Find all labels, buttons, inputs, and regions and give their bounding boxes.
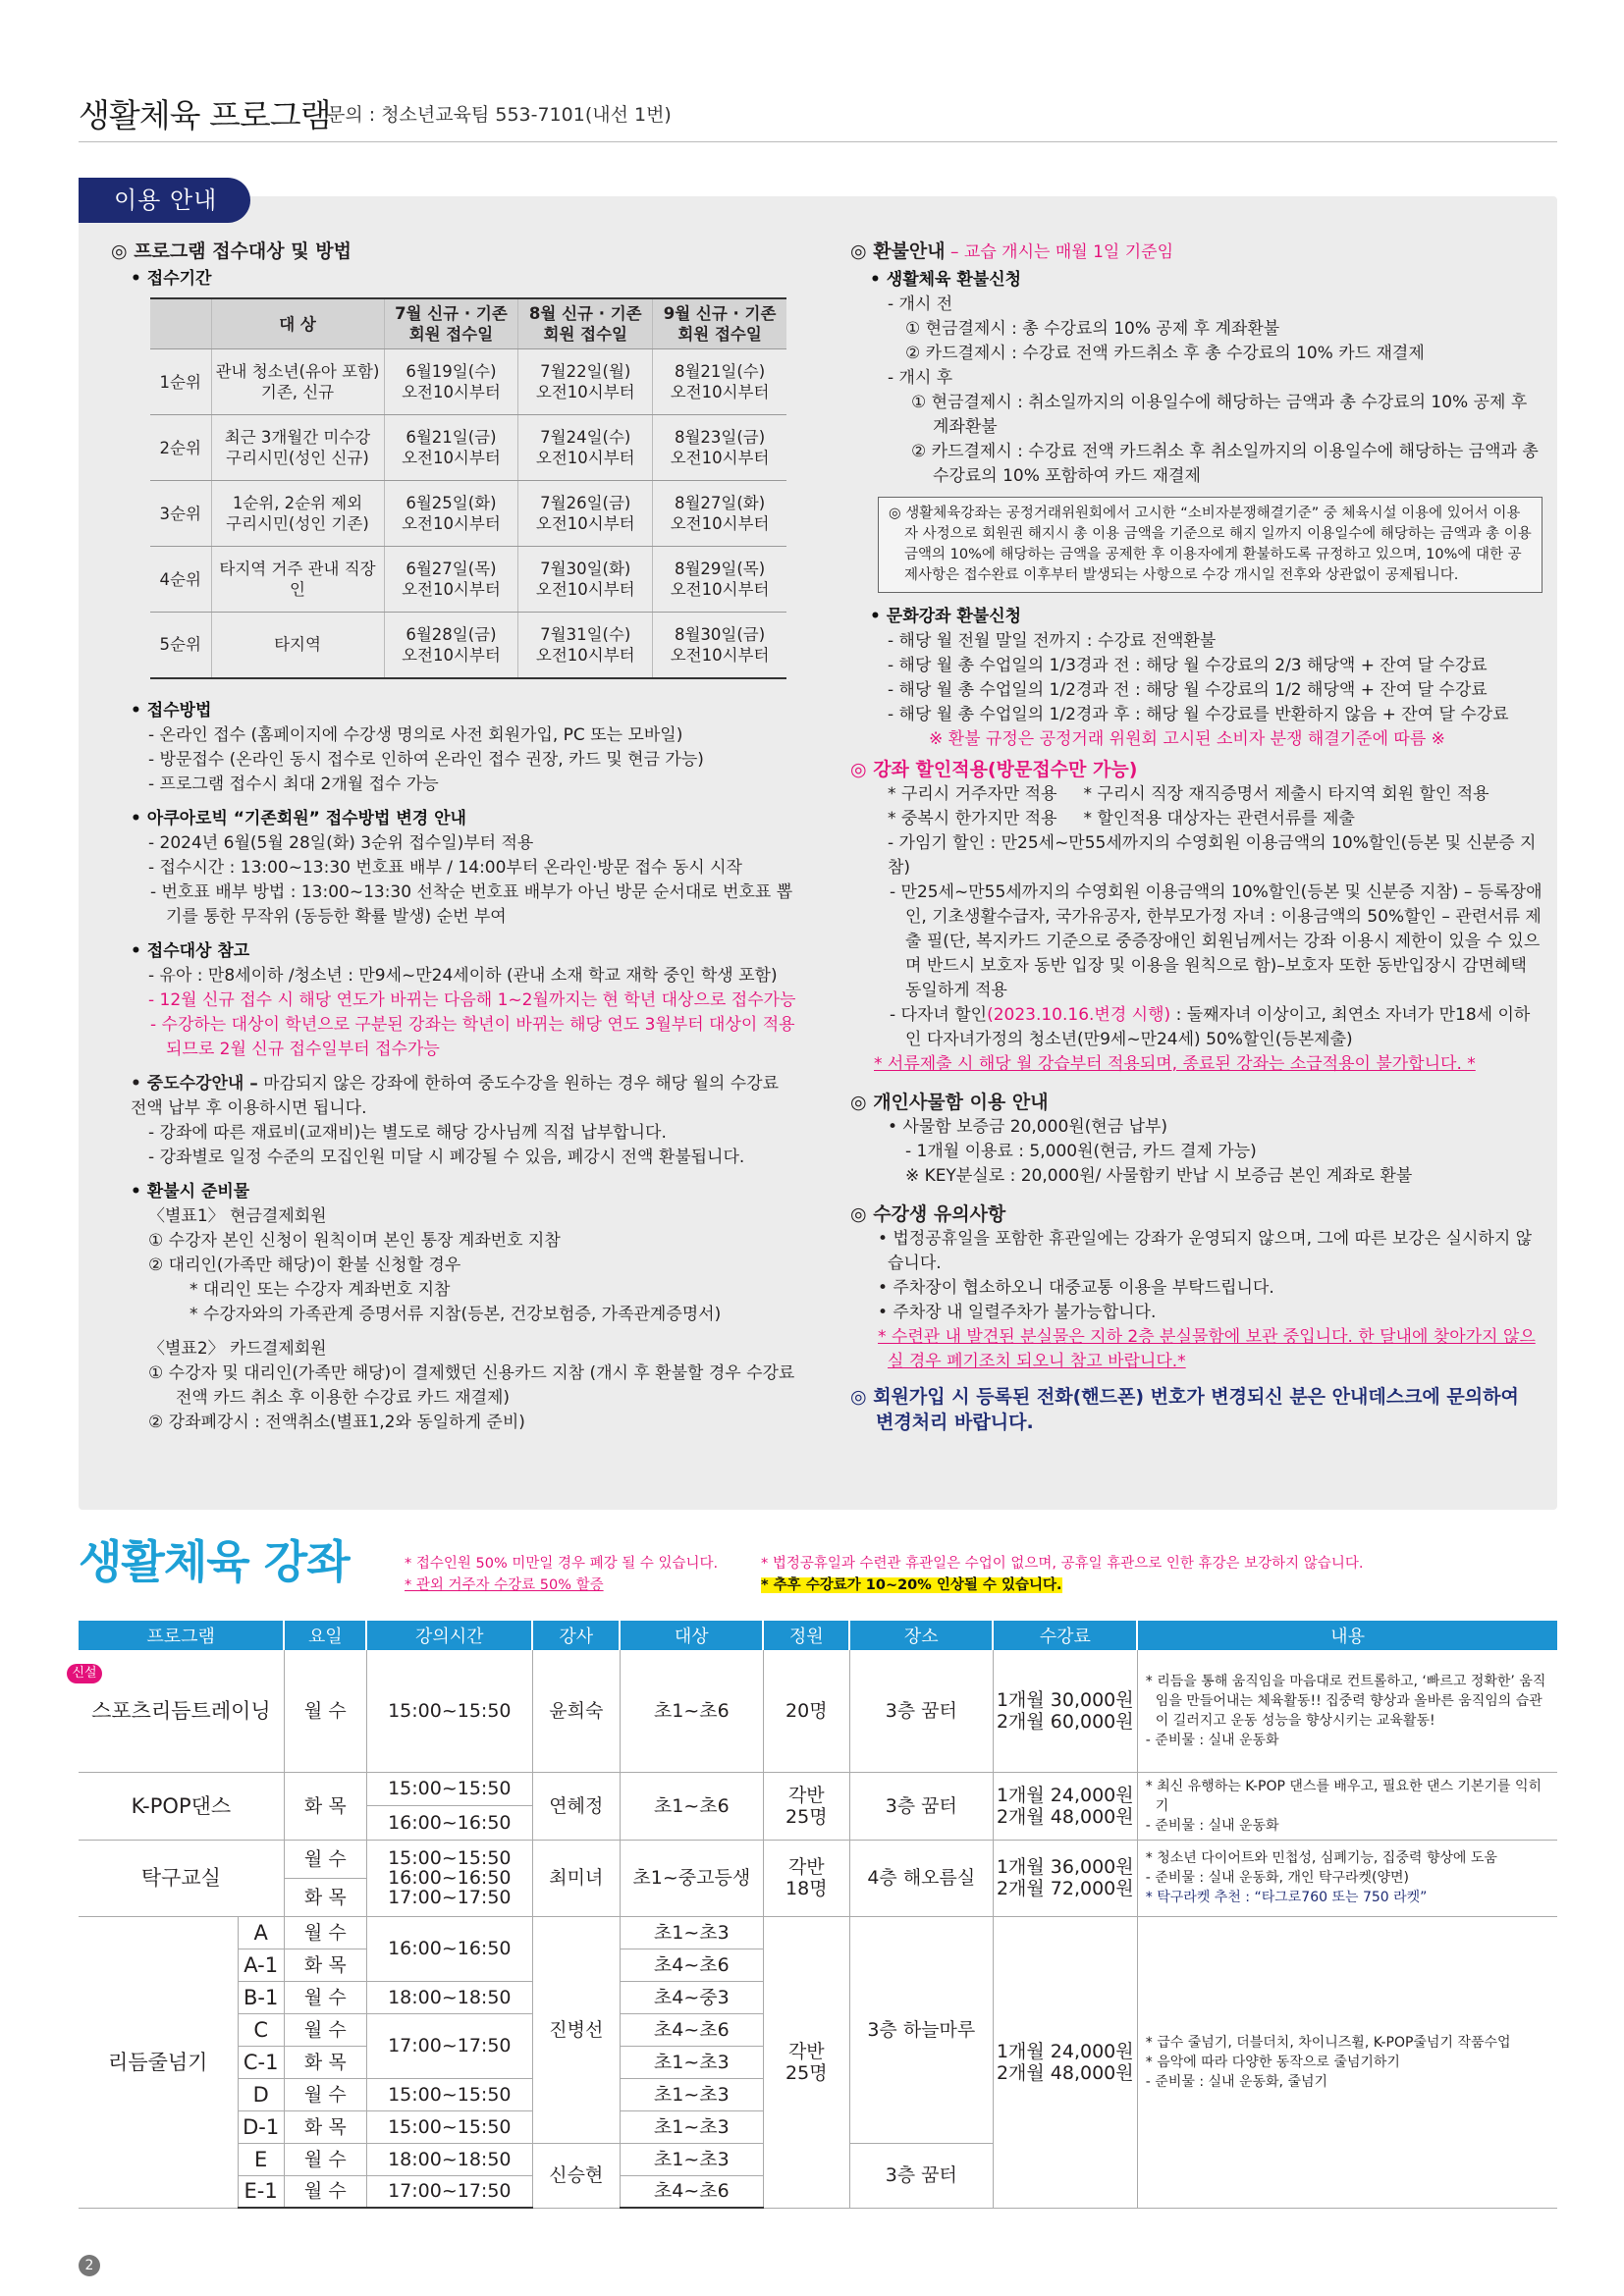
schedule-row xyxy=(150,349,786,415)
refund-rule: - 개시 전 xyxy=(888,294,953,314)
multi-child-text: : 둘째자녀 이상이고, 최연소 자녀가 만18세 이하인 다자녀가정의 청소년(만9세~만24세) 50%할인(등본제출) xyxy=(905,1005,1531,1049)
desc-line: * 최신 유행하는 K-POP 댄스를 배우고, 필요한 댄스 기본기를 익히기 xyxy=(1145,1778,1543,1814)
discount-heading: ◎ 강좌 할인적용(방문접수만 가능) xyxy=(850,759,1138,780)
col-header: 내용 xyxy=(1137,1621,1557,1650)
aqua-item: - 접수시간 : 13:00~13:30 번호표 배부 / 14:00부터 온라인·방문 접수 동시 시작 xyxy=(148,857,742,878)
schedule-header xyxy=(150,298,211,349)
class-code: E-1 xyxy=(238,2175,284,2208)
schedule-row xyxy=(150,613,786,678)
enroll-date: 7월24일(수) 오전10시부터 xyxy=(518,415,653,481)
program-time: 15:00~15:50 16:00~16:50 17:00~17:50 xyxy=(366,1840,532,1916)
program-target: 초1~초3 xyxy=(620,2110,763,2143)
desc-line: - 준비물 : 실내 운동화, 줄넘기 xyxy=(1145,2073,1328,2090)
program-target: 초4~초6 xyxy=(620,1949,763,1981)
program-time: 18:00~18:50 xyxy=(366,1981,532,2013)
consumer-dispute-notice: ◎ 생활체육강좌는 공정거래위원회에서 고시한 “소비자분쟁해결기준” 중 체육시설 이용에 있어서 이용자 사정으로 회원권 해지시 총 이용 금액을 기준으로 해지 일까지 이용일수에 해당하는 금액과 총 이용금액의 10%에 해당하는 금액을 공제한 후 이용자에게 환불하도록 규정하고 있으며, 10%에 대한 공제사항은 접수완료 이후부터 발생되는 사항으로 수강 개시일 전후와 상관없이 공제됩니다. xyxy=(878,497,1543,593)
desc-line: - 준비물 : 실내 운동화 xyxy=(1145,1817,1279,1834)
program-target: 초1~초3 xyxy=(620,2078,763,2110)
program-target: 초4~중3 xyxy=(620,1981,763,2013)
program-teacher: 윤희숙 xyxy=(532,1650,620,1772)
header-line: 9월 신규 · 기존 xyxy=(663,304,777,323)
program-fee: 1개월 24,000원 2개월 48,000원 xyxy=(993,1916,1137,2208)
class-code: E xyxy=(238,2143,284,2175)
multi-child-label: - 다자녀 할인 xyxy=(890,1005,988,1025)
schedule-header xyxy=(518,298,653,349)
desc-line: * 급수 줄넘기, 더블더치, 차이니즈휠, K-POP줄넘기 작품수업 xyxy=(1145,2034,1511,2051)
refund-item: * 수강자와의 가족관계 증명서류 지참(등본, 건강보험증, 가족관계증명서) xyxy=(189,1304,722,1324)
discount-note: * 서류제출 시 해당 월 강습부터 적용되며, 종료된 강좌는 소급적용이 불가합니다. * xyxy=(874,1054,1476,1074)
method-item: - 방문접수 (온라인 동시 접수로 인하여 온라인 접수 권장, 카드 및 현금 가능) xyxy=(148,749,704,770)
refund-item: ② 강좌폐강시 : 전액취소(별표1,2와 동일하게 준비) xyxy=(148,1412,525,1432)
class-code: C-1 xyxy=(238,2046,284,2078)
refund-item: 〈별표2〉 카드결제회원 xyxy=(148,1338,327,1359)
refund-rule: ② 카드결제시 : 수강료 전액 카드취소 후 취소일까지의 이용일수에 해당하는 금액과 총 수강료의 10% 포함하여 카드 재결제 xyxy=(911,442,1539,486)
guide-right-column xyxy=(850,236,1543,1435)
bullet-heading: • 중도수강안내 – xyxy=(131,1073,258,1094)
program-target: 초1~초3 xyxy=(620,1916,763,1949)
program-fee: 1개월 30,000원 2개월 60,000원 xyxy=(993,1650,1137,1772)
enroll-date: 6월19일(수) 오전10시부터 xyxy=(384,349,518,415)
program-teacher: 진병선 xyxy=(532,1916,620,2143)
caution-item: • 주차장이 협소하오니 대중교통 이용을 부탁드립니다. xyxy=(878,1278,1274,1298)
schedule-body xyxy=(150,349,786,678)
enroll-date: 8월23일(금) 오전10시부터 xyxy=(653,415,786,481)
mid-enroll-paragraph xyxy=(111,1072,798,1121)
mid-item: - 강좌별로 일정 수준의 모집인원 미달 시 폐강될 수 있음, 폐강시 전액 환불됩니다. xyxy=(148,1147,745,1167)
target-item-highlight: - 12월 신규 접수 시 해당 연도가 바뀌는 다음해 1~2월까지는 현 학년 대상으로 접수가능 xyxy=(148,989,796,1010)
class-code: A-1 xyxy=(238,1949,284,1981)
program-place: 3층 하늘마루 xyxy=(849,1916,993,2143)
desc-line: - 준비물 : 실내 운동화 xyxy=(1145,1732,1279,1748)
locker-item: - 1개월 이용료 : 5,000원(현금, 카드 결제 가능) xyxy=(905,1142,1257,1161)
schedule-table xyxy=(150,297,786,679)
program-target: 초1~초3 xyxy=(620,2143,763,2175)
program-day: 월 수 xyxy=(284,1916,366,1949)
bullet-heading: • 문화강좌 환불신청 xyxy=(870,607,1022,626)
class-code: B-1 xyxy=(238,1981,284,2013)
refund-item: ① 수강자 본인 신청이 원칙이며 본인 통장 계좌번호 지참 xyxy=(148,1230,561,1251)
col-header: 요일 xyxy=(284,1621,366,1650)
target-group: 1순위, 2순위 제외 구리시민(성인 기존) xyxy=(211,481,384,547)
rope-row xyxy=(79,1916,1557,1949)
program-day: 화 목 xyxy=(284,2046,366,2078)
program-day: 화 목 xyxy=(284,2110,366,2143)
mid-item: - 강좌에 따른 재료비(교재비)는 별도로 해당 강사님께 직접 납부합니다. xyxy=(148,1122,667,1143)
header-line: 8월 신규 · 기존 xyxy=(528,304,642,323)
program-note: * 관외 거주자 수강료 50% 할증 xyxy=(405,1577,604,1593)
program-day: 월 수 xyxy=(284,1981,366,2013)
discount-item: - 만25세~만55세까지의 수영회원 이용금액의 10%할인(등본 및 신분증 지참) – 등록장애인, 기초생활수급자, 국가유공자, 한부모가정 자녀 : 이용금액의 50%할인 – 관련서류 제출 필(단, 복지카드 기준으로 중증장애인 회원님께서는 강좌 이용시 제한이 있을 수 있으며 반드시 보호자 동반 입장 및 이용을 원칙으로 함)–보호자 또한 동반입장시 감면혜택 동일하게 적용 xyxy=(890,882,1543,1000)
priority-label: 4순위 xyxy=(150,547,211,613)
program-day: 월 수 xyxy=(284,2013,366,2046)
enroll-date: 7월26일(금) 오전10시부터 xyxy=(518,481,653,547)
mid-enroll-text: 마감되지 않은 강좌에 한하여 중도수강을 원하는 경우 해당 월의 수강료 전액 납부 후 이용하시면 됩니다. xyxy=(131,1073,780,1118)
refund-rule: ② 카드결제시 : 수강료 전액 카드취소 후 총 수강료의 10% 카드 재결제 xyxy=(905,344,1425,363)
discount-item: * 구리시 거주자만 적용 * 구리시 직장 재직증명서 제출시 타지역 회원 할인 적용 xyxy=(888,784,1489,804)
programs-notes-left xyxy=(405,1553,718,1596)
program-capacity: 각반 25명 xyxy=(763,1916,849,2208)
program-desc xyxy=(1137,1916,1557,2208)
program-day: 월 수 xyxy=(284,2078,366,2110)
refund-item: 〈별표1〉 현금결제회원 xyxy=(148,1205,327,1226)
enroll-date: 6월21일(금) 오전10시부터 xyxy=(384,415,518,481)
discount-item: * 중복시 한가지만 적용 * 할인적용 대상자는 관련서류를 제출 xyxy=(888,809,1355,828)
section-heading xyxy=(850,240,1543,265)
program-time: 18:00~18:50 xyxy=(366,2143,532,2175)
program-target: 초1~초6 xyxy=(620,1772,763,1840)
final-notice: ◎ 회원가입 시 등록된 전화(핸드폰) 번호가 변경되신 분은 안내데스크에 문의하여 변경처리 바랍니다. xyxy=(850,1386,1519,1433)
enroll-date: 8월30일(금) 오전10시부터 xyxy=(653,613,786,678)
guide-tab: 이용 안내 xyxy=(79,178,250,223)
refund-title-note: – 교습 개시는 매월 1일 기준임 xyxy=(945,242,1174,262)
program-target: 초4~초6 xyxy=(620,2013,763,2046)
schedule-row xyxy=(150,415,786,481)
schedule-row xyxy=(150,481,786,547)
enroll-date: 8월21일(수) 오전10시부터 xyxy=(653,349,786,415)
multi-child-date: (2023.10.16.변경 시행) xyxy=(987,1005,1171,1025)
refund-item: ① 수강자 및 대리인(가족만 해당)이 결제했던 신용카드 지참 (개시 후 환불할 경우 수강료 전액 카드 취소 후 이용한 수강료 카드 재결제) xyxy=(148,1362,795,1408)
enroll-date: 6월27일(목) 오전10시부터 xyxy=(384,547,518,613)
enroll-date: 7월22일(월) 오전10시부터 xyxy=(518,349,653,415)
culture-rule: - 해당 월 총 수업일의 1/2경과 후 : 해당 월 수강료를 반환하지 않음 + 잔여 달 수강료 xyxy=(888,705,1509,724)
caution-item: • 법정공휴일을 포함한 휴관일에는 강좌가 운영되지 않으며, 그에 따른 보강은 실시하지 않습니다. xyxy=(878,1229,1533,1273)
target-group: 타지역 거주 관내 직장인 xyxy=(211,547,384,613)
bullet-heading: • 아쿠아로빅 “기존회원” 접수방법 변경 안내 xyxy=(131,808,466,828)
caution-heading: ◎ 수강생 유의사항 xyxy=(850,1203,1006,1225)
header-line: 회원 접수일 xyxy=(543,325,627,344)
program-time: 15:00~15:50 xyxy=(366,1772,532,1806)
program-fee: 1개월 36,000원 2개월 72,000원 xyxy=(993,1840,1137,1916)
program-time: 17:00~17:50 xyxy=(366,2013,532,2078)
bullet-heading: • 생활체육 환불신청 xyxy=(870,270,1022,290)
program-target: 초1~초3 xyxy=(620,2046,763,2078)
enroll-date: 7월30일(화) 오전10시부터 xyxy=(518,547,653,613)
program-place: 4층 해오름실 xyxy=(849,1840,993,1916)
refund-rule: - 개시 후 xyxy=(888,368,953,388)
enroll-date: 8월27일(화) 오전10시부터 xyxy=(653,481,786,547)
locker-item: ※ KEY분실로 : 20,000원/ 사물함키 반납 시 보증금 본인 계좌로 환불 xyxy=(905,1166,1413,1186)
schedule-header xyxy=(384,298,518,349)
program-time: 16:00~16:50 xyxy=(366,1806,532,1841)
desc-line: * 음악에 따라 다양한 동작으로 줄넘기하기 xyxy=(1145,2054,1400,2070)
schedule-header xyxy=(653,298,786,349)
schedule-header-row xyxy=(150,298,786,349)
program-day: 화 목 xyxy=(284,1949,366,1981)
culture-rule: - 해당 월 전월 말일 전까지 : 수강료 전액환불 xyxy=(888,631,1217,651)
program-time: 15:00~15:50 xyxy=(366,2078,532,2110)
discount-item: - 가임기 할인 : 만25세~만55세까지의 수영회원 이용금액의 10%할인(등본 및 신분증 지참) xyxy=(888,833,1537,878)
schedule-row xyxy=(150,547,786,613)
culture-rule: - 해당 월 총 수업일의 1/2경과 전 : 해당 월 수강료의 1/2 해당액 + 잔여 달 수강료 xyxy=(888,680,1488,700)
programs-header-row xyxy=(79,1621,1557,1650)
aqua-item: - 2024년 6월(5월 28일(화) 3순위 접수일)부터 적용 xyxy=(148,832,534,853)
target-group: 관내 청소년(유아 포함) 기존, 신규 xyxy=(211,349,384,415)
program-row xyxy=(79,1650,1557,1772)
locker-item: • 사물함 보증금 20,000원(현금 납부) xyxy=(888,1117,1168,1137)
program-row xyxy=(79,1840,1557,1878)
guide-left-column xyxy=(111,236,798,1435)
program-time: 15:00~15:50 xyxy=(366,2110,532,2143)
bullet-heading: • 접수기간 xyxy=(131,269,212,289)
program-day: 월 수 xyxy=(284,1840,366,1878)
program-capacity: 각반 25명 xyxy=(763,1772,849,1840)
section-heading: ◎ 프로그램 접수대상 및 방법 xyxy=(111,240,352,262)
col-header: 수강료 xyxy=(993,1621,1137,1650)
refund-item: ② 대리인(가족만 해당)이 환불 신청할 경우 xyxy=(148,1255,461,1275)
program-desc xyxy=(1137,1772,1557,1840)
refund-rule: ① 현금결제시 : 취소일까지의 이용일수에 해당하는 금액과 총 수강료의 10% 공제 후 계좌환불 xyxy=(911,393,1528,437)
program-capacity: 20명 xyxy=(763,1650,849,1772)
program-time: 15:00~15:50 xyxy=(366,1650,532,1772)
page-number: 2 xyxy=(79,2255,100,2276)
culture-rule-note: ※ 환불 규정은 공정거래 위원회 고시된 소비자 분쟁 해결기준에 따름 ※ xyxy=(929,729,1445,749)
priority-label: 3순위 xyxy=(150,481,211,547)
header-line: 회원 접수일 xyxy=(677,325,762,344)
priority-label: 1순위 xyxy=(150,349,211,415)
caution-item: • 주차장 내 일렬주차가 불가능합니다. xyxy=(878,1303,1157,1322)
programs-table xyxy=(79,1621,1557,2209)
desc-line: * 탁구라켓 추천 : “타그로760 또는 750 라켓” xyxy=(1145,1890,1428,1905)
enroll-date: 6월28일(금) 오전10시부터 xyxy=(384,613,518,678)
bullet-heading: • 환불시 준비물 xyxy=(131,1181,250,1201)
target-group: 최근 3개월간 미수강 구리시민(성인 신규) xyxy=(211,415,384,481)
col-header: 강의시간 xyxy=(366,1621,532,1650)
program-target: 초4~초6 xyxy=(620,2175,763,2208)
locker-heading: ◎ 개인사물함 이용 안내 xyxy=(850,1092,1049,1113)
target-item: - 유아 : 만8세이하 /청소년 : 만9세~만24세이하 (관내 소재 학교 재학 중인 학생 포함) xyxy=(148,965,778,986)
program-day: 월 수 xyxy=(284,1650,366,1772)
priority-label: 5순위 xyxy=(150,613,211,678)
refund-rule: ① 현금결제시 : 총 수강료의 10% 공제 후 계좌환불 xyxy=(905,319,1280,339)
program-day: 화 목 xyxy=(284,1772,366,1840)
program-place: 3층 꿈터 xyxy=(849,2143,993,2208)
enroll-date: 8월29일(목) 오전10시부터 xyxy=(653,547,786,613)
program-day: 월 수 xyxy=(284,2143,366,2175)
program-day: 월 수 xyxy=(284,2175,366,2208)
program-name: 리듬줄넘기 xyxy=(79,1916,238,2208)
program-place: 3층 꿈터 xyxy=(849,1772,993,1840)
priority-label: 2순위 xyxy=(150,415,211,481)
program-name: K-POP댄스 xyxy=(79,1772,284,1840)
bullet-heading: • 접수방법 xyxy=(131,700,212,721)
refund-title: ◎ 환불안내 xyxy=(850,240,946,262)
refund-item: * 대리인 또는 수강자 계좌번호 지참 xyxy=(189,1279,451,1300)
header-line: 회원 접수일 xyxy=(408,325,494,344)
class-code: D xyxy=(238,2078,284,2110)
method-item: - 온라인 접수 (홈페이지에 수강생 명의로 사전 회원가입, PC 또는 모바일) xyxy=(148,724,683,745)
culture-rule: - 해당 월 총 수업일의 1/3경과 전 : 해당 월 수강료의 2/3 해당액 + 잔여 달 수강료 xyxy=(888,656,1488,675)
caution-note: * 수련관 내 발견된 분실물은 지하 2층 분실물함에 보관 중입니다. 한 달내에 찾아가지 않으실 경우 폐기조치 되오니 참고 바랍니다.* xyxy=(878,1327,1536,1371)
class-code: D-1 xyxy=(238,2110,284,2143)
col-header: 강사 xyxy=(532,1621,620,1650)
program-teacher: 최미녀 xyxy=(532,1840,620,1916)
discount-item xyxy=(850,1003,1543,1052)
program-name: 스포츠리듬트레이닝 xyxy=(79,1650,284,1772)
program-place: 3층 꿈터 xyxy=(849,1650,993,1772)
class-code: A xyxy=(238,1916,284,1949)
target-item-highlight: - 수강하는 대상이 학년으로 구분된 강좌는 학년이 바뀌는 해당 연도 3월부터 대상이 적용되므로 2월 신규 접수일부터 접수가능 xyxy=(150,1014,795,1059)
target-group: 타지역 xyxy=(211,613,384,678)
col-header: 프로그램 xyxy=(79,1621,284,1650)
header-divider xyxy=(79,141,1557,142)
class-code: C xyxy=(238,2013,284,2046)
program-time: 17:00~17:50 xyxy=(366,2175,532,2208)
program-desc xyxy=(1137,1650,1557,1772)
program-note: * 접수인원 50% 미만일 경우 폐강 될 수 있습니다. xyxy=(405,1556,719,1572)
program-day: 화 목 xyxy=(284,1878,366,1916)
programs-title: 생활체육 강좌 xyxy=(79,1535,350,1588)
program-teacher: 신승현 xyxy=(532,2143,620,2208)
aqua-item: - 번호표 배부 방법 : 13:00~13:30 선착순 번호표 배부가 아닌 방문 순서대로 번호표 뽑기를 통한 무작위 (동등한 확률 발생) 순번 부여 xyxy=(150,881,793,927)
program-desc xyxy=(1137,1840,1557,1916)
program-row xyxy=(79,1772,1557,1806)
program-capacity: 각반 18명 xyxy=(763,1840,849,1916)
new-badge: 신설 xyxy=(67,1664,102,1683)
col-header: 대상 xyxy=(620,1621,763,1650)
method-item: - 프로그램 접수시 최대 2개월 접수 가능 xyxy=(148,774,439,794)
schedule-header: 대 상 xyxy=(211,298,384,349)
enroll-date: 7월31일(수) 오전10시부터 xyxy=(518,613,653,678)
program-name: 탁구교실 xyxy=(79,1840,284,1916)
program-time: 16:00~16:50 xyxy=(366,1916,532,1981)
header-line: 7월 신규 · 기존 xyxy=(395,304,508,323)
desc-line: * 리듬을 통해 움직임을 마음대로 컨트롤하고, ‘빠르고 정확한’ 움직임을 만들어내는 체육활동!! 집중력 향상과 올바른 움직임의 습관이 길러지고 운동 성능을 향상시키는 교육활동! xyxy=(1145,1673,1546,1729)
bullet-heading: • 접수대상 참고 xyxy=(131,940,250,961)
col-header: 정원 xyxy=(763,1621,849,1650)
programs-notes-right xyxy=(761,1553,1363,1596)
col-header: 장소 xyxy=(849,1621,993,1650)
desc-line: - 준비물 : 실내 운동화, 개인 탁구라켓(양면) xyxy=(1145,1870,1410,1886)
program-teacher: 연혜정 xyxy=(532,1772,620,1840)
enroll-date: 6월25일(화) 오전10시부터 xyxy=(384,481,518,547)
desc-line: * 청소년 다이어트와 민첩성, 심폐기능, 집중력 향상에 도움 xyxy=(1145,1850,1497,1866)
program-note: * 법정공휴일과 수련관 휴관일은 수업이 없으며, 공휴일 휴관으로 인한 휴강은 보강하지 않습니다. xyxy=(761,1556,1364,1572)
program-fee: 1개월 24,000원 2개월 48,000원 xyxy=(993,1772,1137,1840)
program-target: 초1~중고등생 xyxy=(620,1840,763,1916)
contact-info: 문의 : 청소년교육팀 553-7101(내선 1번) xyxy=(327,104,672,126)
page-title: 생활체육 프로그램 xyxy=(79,96,331,134)
price-increase-note: * 추후 수강료가 10~20% 인상될 수 있습니다. xyxy=(761,1577,1062,1593)
program-target: 초1~초6 xyxy=(620,1650,763,1772)
